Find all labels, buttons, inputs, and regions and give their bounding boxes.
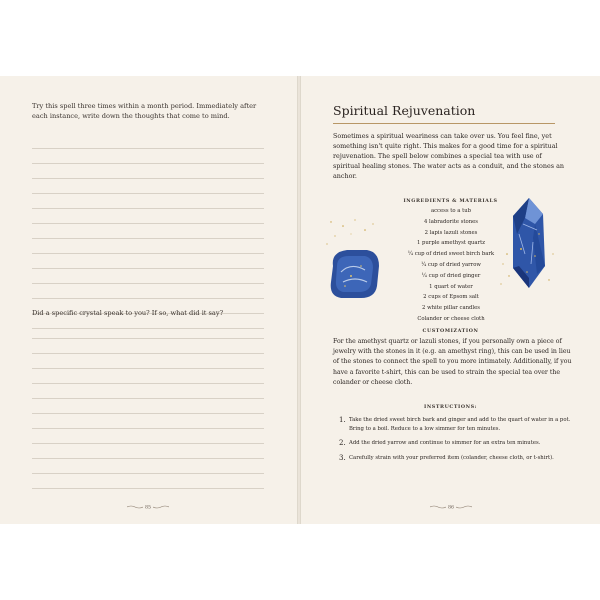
writing-lines-2[interactable] xyxy=(32,338,264,503)
ingredient-item: 4 labradorite stones xyxy=(423,218,479,225)
ingredient-item: 1 purple amethyst quartz xyxy=(416,240,486,247)
intro-paragraph: Sometimes a spiritual weariness can take over us. You feel fine, yet something isn't quite right. This makes for a good time for a spiritual rejuvenation. The spell below combines a special tea with use of spiritual healing stones. The water acts as a conduit, and the stones an anchor. xyxy=(333,132,564,180)
instructions-heading: INSTRUCTIONS: xyxy=(423,404,478,410)
page-number-left xyxy=(118,505,178,511)
step-number: 2. xyxy=(339,439,346,448)
ingredient-item: ¼ cup of dried ginger xyxy=(421,272,481,279)
ingredient-item: 2 white pillar candles xyxy=(422,305,480,312)
left-page xyxy=(0,76,297,524)
step-text: Take the dried sweet birch bark and ginger and add to the quart of water in a pot. Bring to a boil. Reduce to a low simmer for ten minutes. xyxy=(349,417,571,432)
ingredient-item: 2 cups of Epsom salt xyxy=(423,294,479,301)
instructions-list xyxy=(333,416,573,468)
flourish-ornament-icon xyxy=(153,505,169,509)
step-text: Add the dried yarrow and continue to simmer for an extra ten minutes. xyxy=(349,440,541,447)
spell-title: Spiritual Rejuvenation xyxy=(333,103,476,118)
flourish-ornament-icon xyxy=(456,505,472,509)
step-number: 3. xyxy=(339,453,346,462)
journal-prompt-2: Did a specific crystal speak to you? If so, what did it say? xyxy=(32,309,224,317)
ingredient-item: Colander or cheese cloth xyxy=(417,315,485,322)
page-number-label: 85 xyxy=(144,505,152,510)
flourish-ornament-icon xyxy=(430,505,446,509)
instruction-step xyxy=(333,454,573,463)
ingredient-item: access to a tub xyxy=(430,208,472,214)
step-text: Carefully strain with your preferred item (colander, cheese cloth, or t-shirt). xyxy=(349,454,554,461)
right-page xyxy=(301,76,600,524)
title-underline xyxy=(333,123,555,124)
journal-prompt-1: Try this spell three times within a month period. Immediately after each instance, write down the thoughts that come to mind. xyxy=(32,102,257,120)
lapis-tumbled-stone-illustration-icon xyxy=(321,216,385,306)
customization-heading: CUSTOMIZATION xyxy=(422,328,479,334)
customization-paragraph: For the amethyst quartz or lazuli stones, if you personally own a piece of jewelry with the stones in it (e.g. an amethyst ring), this can be used in lieu of the stones to connect the spell to you more intimately. Additionally, if you have a favorite t-shirt, this can be used to strain the special tea over the colander or cheese cloth. xyxy=(333,338,572,386)
flourish-ornament-icon xyxy=(127,505,143,509)
ingredients-heading: INGREDIENTS & MATERIALS xyxy=(403,198,498,204)
step-number: 1. xyxy=(339,416,346,424)
page-number-label: 86 xyxy=(447,505,455,510)
ingredient-item: ¼ cup of dried sweet birch bark xyxy=(407,251,495,258)
instruction-step xyxy=(333,416,573,433)
lapis-crystal-illustration-icon xyxy=(499,194,559,294)
ingredient-item: ¼ cup of dried yarrow xyxy=(421,261,481,268)
ingredient-item: 2 lapis lazuli stones xyxy=(424,229,478,236)
ingredient-item: 1 quart of water xyxy=(429,283,473,290)
instruction-step xyxy=(333,439,573,448)
page-number-right xyxy=(421,505,481,511)
